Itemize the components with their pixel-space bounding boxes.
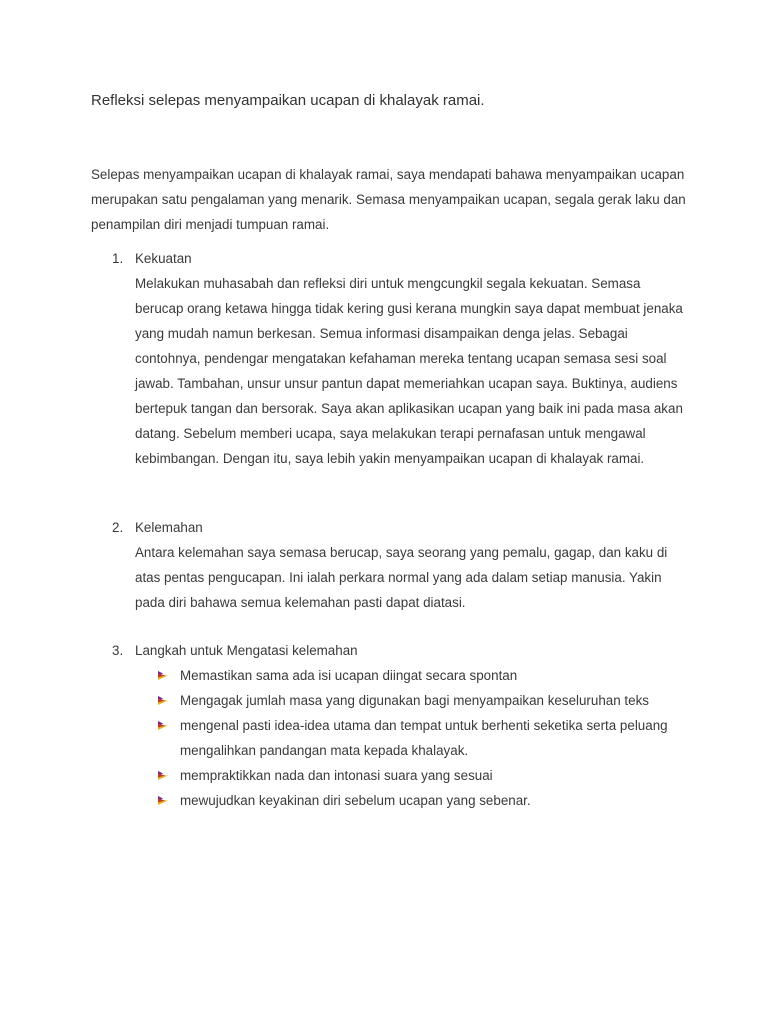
section-langkah [91, 638, 691, 813]
document-title: Refleksi selepas menyampaikan ucapan di khalayak ramai. [91, 92, 485, 109]
arrow-bullet-icon [157, 670, 169, 681]
arrow-bullet-icon [157, 720, 169, 731]
section-number: 1. [112, 251, 124, 266]
arrow-bullet-icon [157, 795, 169, 806]
section-number: 3. [112, 643, 124, 658]
section-heading [91, 515, 691, 540]
list-item [180, 763, 691, 788]
intro-paragraph: Selepas menyampaikan ucapan di khalayak ramai, saya mendapati bahawa menyampaikan ucapan merupakan satu pengalaman yang menarik. Semasa menyampaikan ucapan, segala gerak laku dan penampilan diri menjadi tumpuan ramai. [91, 167, 686, 232]
arrow-bullet-icon [157, 695, 169, 706]
list-item [180, 688, 691, 713]
section-number: 2. [112, 520, 124, 535]
section-heading [91, 246, 691, 271]
list-item-text: mempraktikkan nada dan intonasi suara yang sesuai [180, 768, 493, 783]
section-kelemahan [91, 515, 691, 615]
section-heading-text: Kekuatan [135, 251, 192, 266]
list-item-text: Mengagak jumlah masa yang digunakan bagi menyampaikan keseluruhan teks [180, 693, 649, 708]
section-kekuatan [91, 246, 691, 471]
arrow-bullet-icon [157, 770, 169, 781]
list-item-text: mengenal pasti idea-idea utama dan tempat untuk berhenti seketika serta peluang mengalihkan pandangan mata kepada khalayak. [180, 718, 668, 758]
list-item [180, 713, 691, 763]
section-heading-text: Langkah untuk Mengatasi kelemahan [135, 643, 358, 658]
section-heading-text: Kelemahan [135, 520, 203, 535]
list-item [180, 788, 691, 813]
section-body: Antara kelemahan saya semasa berucap, saya seorang yang pemalu, gagap, dan kaku di atas pentas pengucapan. Ini ialah perkara normal yang ada dalam setiap manusia. Yakin pada diri bahawa semua kelemahan pasti dapat diatasi. [135, 545, 668, 610]
section-heading [91, 638, 691, 663]
list-item-text: Memastikan sama ada isi ucapan diingat secara spontan [180, 668, 518, 683]
list-item-text: mewujudkan keyakinan diri sebelum ucapan yang sebenar. [180, 793, 531, 808]
section-body: Melakukan muhasabah dan refleksi diri untuk mengcungkil segala kekuatan. Semasa berucap orang ketawa hingga tidak kering gusi kerana mungkin saya dapat membuat jenaka yang mudah namun berkesan. Semua informasi disampaikan denga jelas. Sebagai contohnya, pendengar mengatakan kefahaman mereka tentang ucapan semasa sesi soal jawab. Tambahan, unsur unsur pantun dapat memeriahkan ucapan saya. Buktinya, audiens bertepuk tangan dan bersorak. Saya akan aplikasikan ucapan yang baik ini pada masa akan datang. Sebelum memberi ucapa, saya melakukan terapi pernafasan untuk mengawal kebimbangan. Dengan itu, saya lebih yakin menyampaikan ucapan di khalayak ramai. [135, 276, 683, 466]
list-item [180, 663, 691, 688]
bullet-list [91, 663, 691, 813]
